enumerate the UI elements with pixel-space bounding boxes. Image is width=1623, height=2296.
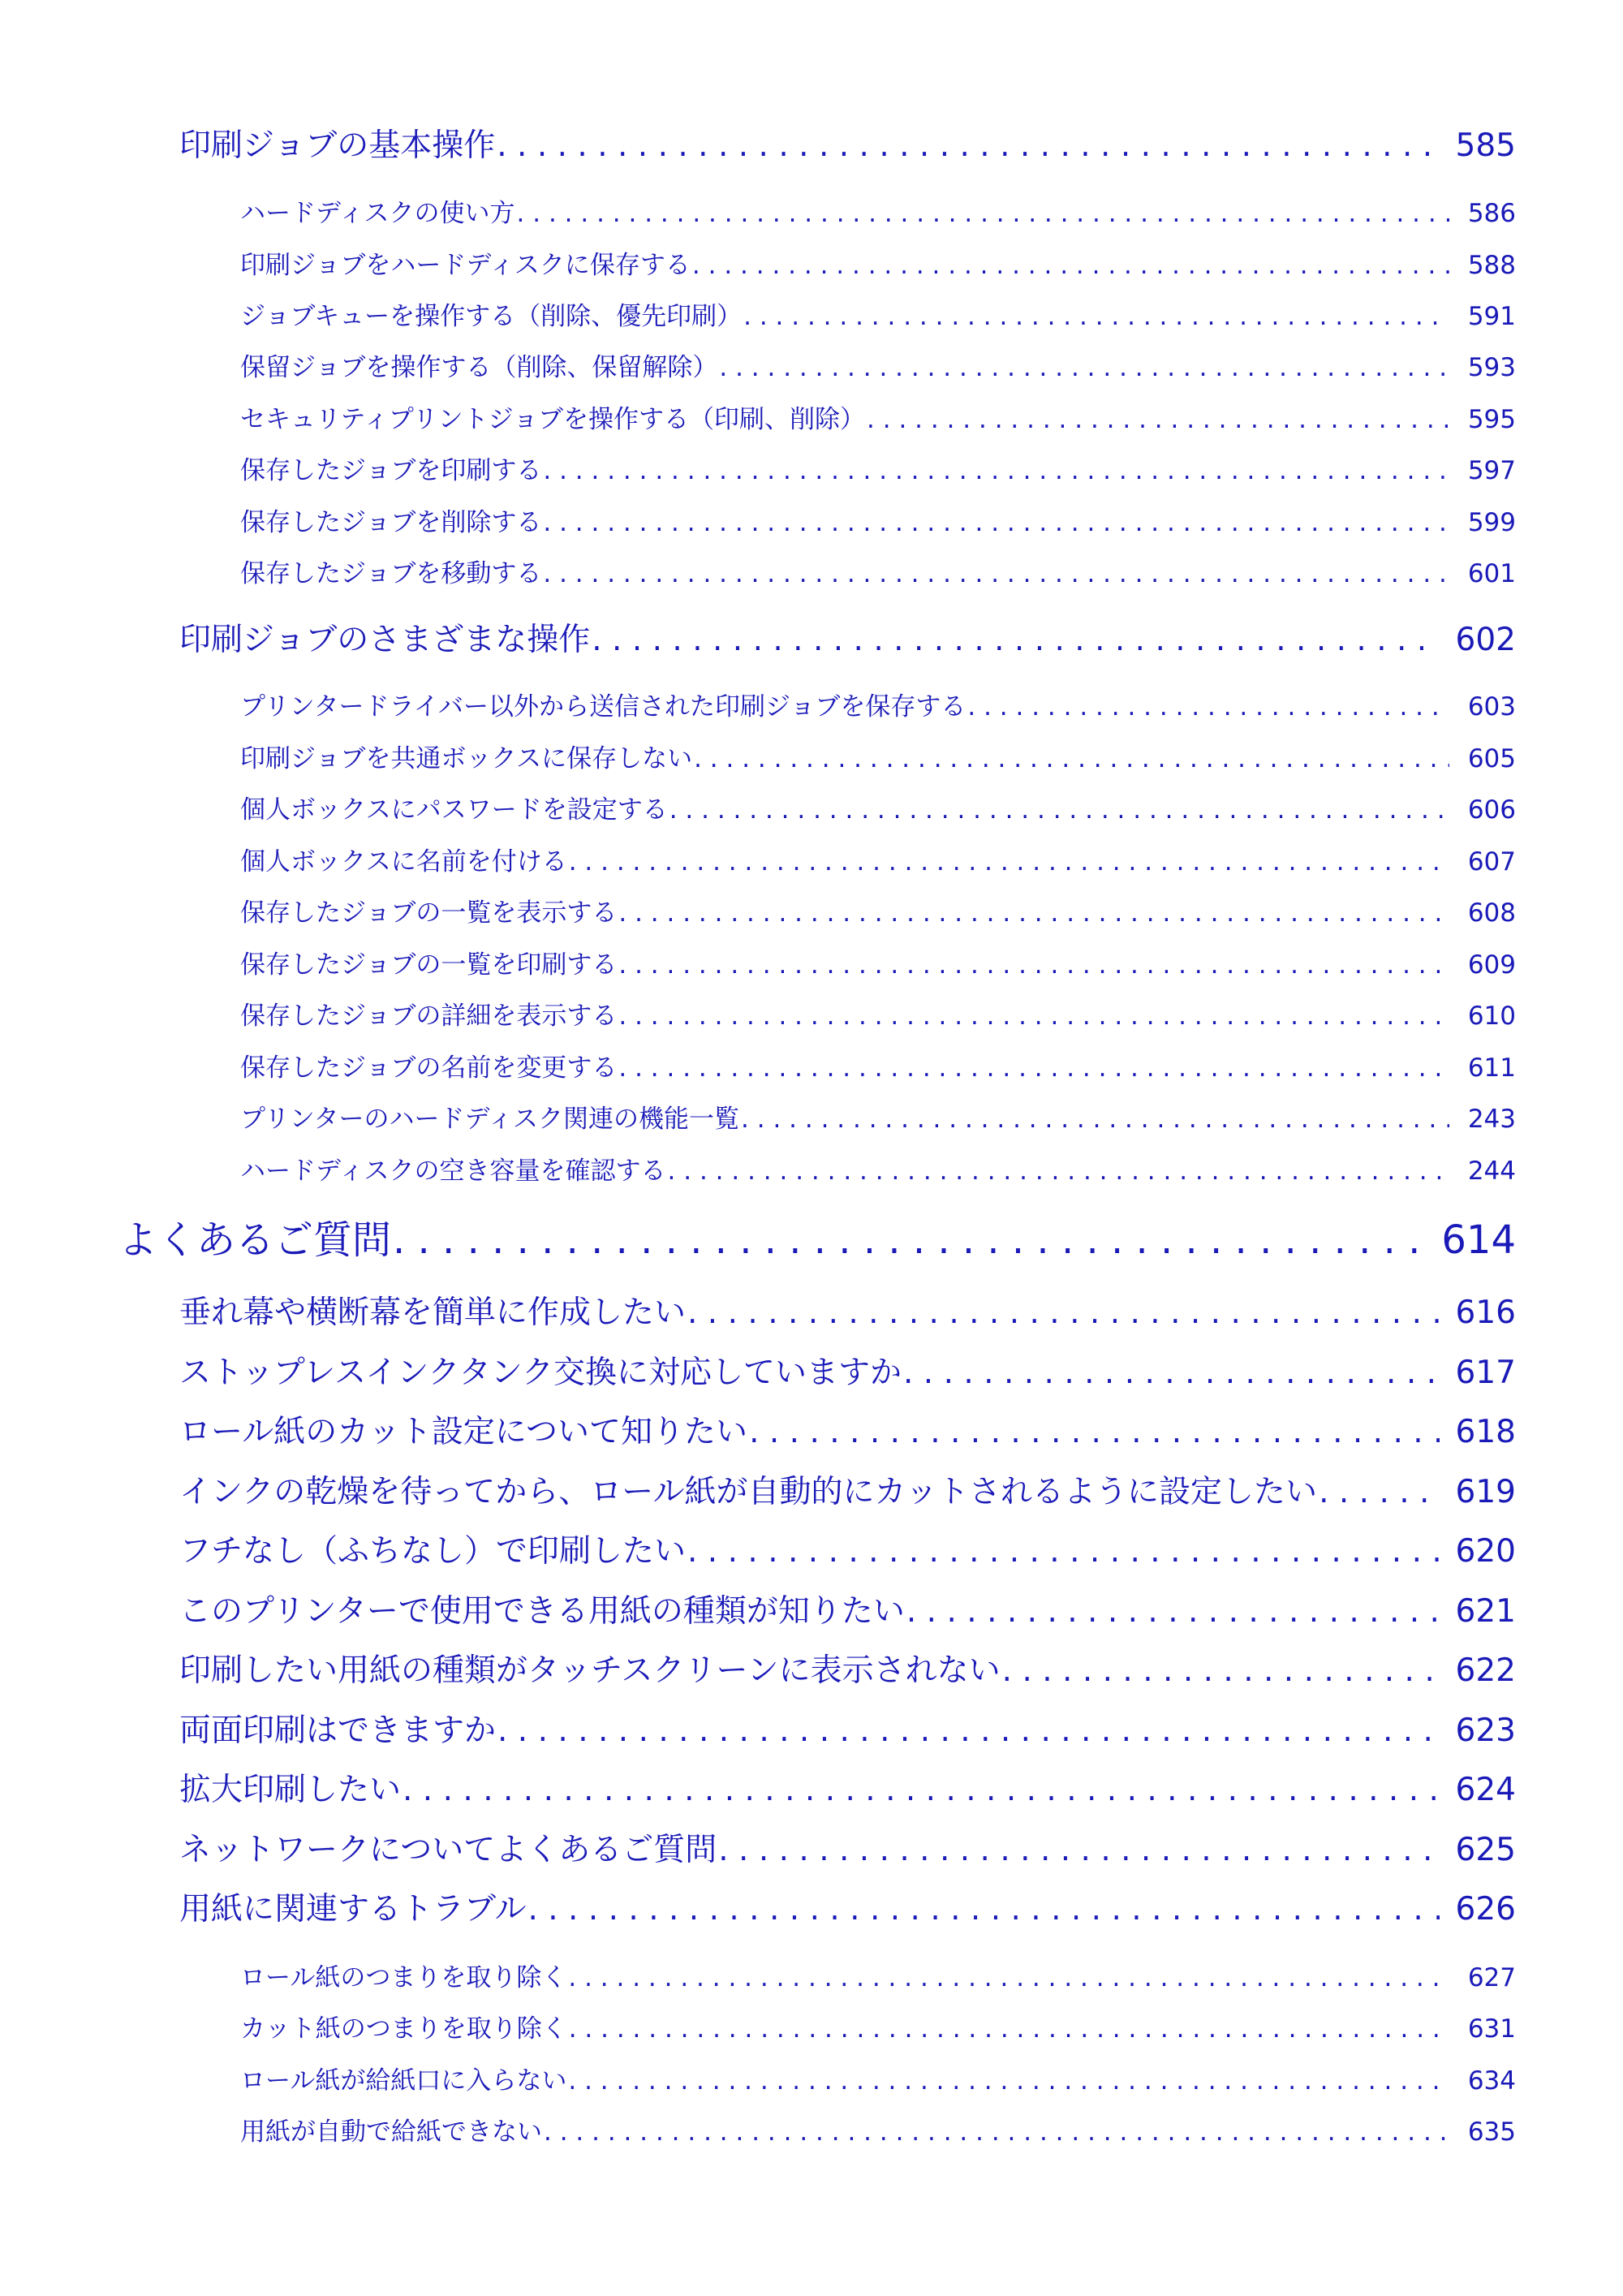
toc-entry-page: 609 xyxy=(1467,950,1516,980)
toc-entry[interactable] xyxy=(179,120,1516,166)
toc-entry-page: 588 xyxy=(1467,251,1516,280)
dot-leader xyxy=(592,622,1440,658)
toc-entry[interactable] xyxy=(240,244,1516,281)
toc-entry[interactable] xyxy=(240,398,1516,435)
toc-entry-title: よくあるご質問 xyxy=(118,1217,392,1263)
dot-leader xyxy=(618,898,1449,928)
toc-entry-title: 印刷ジョブのさまざまな操作 xyxy=(179,622,591,658)
toc-entry[interactable] xyxy=(240,841,1516,877)
toc-entry-page: 625 xyxy=(1455,1832,1516,1868)
toc-entry[interactable] xyxy=(240,686,1516,722)
toc-entry[interactable] xyxy=(240,944,1516,980)
toc-entry-page: 623 xyxy=(1455,1712,1516,1749)
toc-entry-title: 印刷ジョブの基本操作 xyxy=(179,127,496,164)
toc-entry-page: 610 xyxy=(1467,1002,1516,1031)
dot-leader xyxy=(906,1593,1440,1630)
dot-leader xyxy=(867,405,1449,434)
dot-leader xyxy=(568,2066,1449,2096)
toc-entry-title: 保留ジョブを操作する（削除、保留解除） xyxy=(240,353,718,382)
dot-leader xyxy=(749,1414,1440,1450)
dot-leader xyxy=(544,2117,1449,2147)
toc-entry[interactable] xyxy=(179,1764,1516,1810)
toc-entry-title: 保存したジョブの詳細を表示する xyxy=(240,1002,618,1031)
toc-entry-title: プリンターのハードディスク関連の機能一覧 xyxy=(240,1105,740,1134)
toc-entry-title: 保存したジョブの一覧を表示する xyxy=(240,898,618,928)
toc-entry-title: インクの乾燥を待ってから、ロール紙が自動的にカットされるように設定したい xyxy=(179,1474,1318,1510)
dot-leader xyxy=(618,950,1449,980)
toc-entry-title: ロール紙が給紙口に入らない xyxy=(240,2066,567,2096)
toc-entry-page: 603 xyxy=(1467,692,1516,722)
toc-entry-page: 585 xyxy=(1455,127,1516,164)
dot-leader xyxy=(692,251,1449,280)
toc-entry-title: 印刷したい用紙の種類がタッチスクリーンに表示されない xyxy=(179,1652,1001,1689)
toc-entry-page: 616 xyxy=(1455,1294,1516,1331)
toc-entry-page: 635 xyxy=(1467,2117,1516,2147)
toc-entry[interactable] xyxy=(179,1467,1516,1512)
dot-leader xyxy=(543,508,1449,537)
toc-entry[interactable] xyxy=(240,1957,1516,1993)
toc-entry-page: 243 xyxy=(1467,1105,1516,1134)
dot-leader xyxy=(669,795,1449,825)
toc-entry-title: 個人ボックスに名前を付ける xyxy=(240,847,567,877)
toc-entry-title: 拡大印刷したい xyxy=(179,1772,402,1808)
dot-leader xyxy=(618,1053,1449,1083)
dot-leader xyxy=(903,1355,1440,1391)
toc-entry[interactable] xyxy=(240,2060,1516,2096)
toc-entry-title: 保存したジョブを移動する xyxy=(240,559,542,588)
toc-entry[interactable] xyxy=(240,347,1516,383)
dot-leader xyxy=(393,1217,1430,1263)
toc-entry[interactable] xyxy=(179,1705,1516,1751)
toc-entry-title: 両面印刷はできますか xyxy=(179,1712,497,1749)
toc-entry-page: 595 xyxy=(1467,405,1516,434)
toc-entry-page: 244 xyxy=(1467,1157,1516,1186)
toc-entry-title: 印刷ジョブを共通ボックスに保存しない xyxy=(240,744,693,773)
toc-entry[interactable] xyxy=(179,1526,1516,1571)
dot-leader xyxy=(1319,1474,1440,1510)
toc-entry-page: 622 xyxy=(1455,1652,1516,1689)
toc-entry[interactable] xyxy=(179,1645,1516,1691)
dot-leader xyxy=(543,456,1449,485)
toc-entry-title: 保存したジョブを削除する xyxy=(240,508,542,537)
toc-entry-page: 634 xyxy=(1467,2066,1516,2096)
toc-entry[interactable] xyxy=(240,892,1516,928)
toc-entry-title: カット紙のつまりを取り除く xyxy=(240,2014,567,2044)
toc-entry[interactable] xyxy=(240,2111,1516,2147)
dot-leader xyxy=(569,847,1449,877)
dot-leader xyxy=(403,1772,1440,1808)
toc-entry[interactable] xyxy=(240,1047,1516,1083)
dot-leader xyxy=(543,559,1449,588)
toc-entry[interactable] xyxy=(240,502,1516,538)
toc-entry[interactable] xyxy=(179,1884,1516,1929)
toc-entry[interactable] xyxy=(240,738,1516,774)
toc-entry-page: 631 xyxy=(1467,2014,1516,2044)
dot-leader xyxy=(743,302,1449,331)
toc-entry[interactable] xyxy=(240,2008,1516,2044)
toc-entry-page: 626 xyxy=(1455,1891,1516,1928)
toc-entry-title: フチなし（ふちなし）で印刷したい xyxy=(179,1533,687,1570)
toc-entry-page: 611 xyxy=(1467,1053,1516,1083)
dot-leader xyxy=(618,1002,1449,1031)
toc-entry[interactable] xyxy=(240,450,1516,486)
toc-entry-page: 618 xyxy=(1455,1414,1516,1450)
toc-entry-page: 627 xyxy=(1467,1963,1516,1992)
toc-entry-page: 608 xyxy=(1467,898,1516,928)
toc-entry-page: 586 xyxy=(1467,199,1516,228)
dot-leader xyxy=(569,2014,1449,2044)
toc-entry-title: ハードディスクの使い方 xyxy=(240,199,515,228)
toc-entry-title: 用紙が自動で給紙できない xyxy=(240,2117,542,2147)
toc-entry-title: 保存したジョブの一覧を印刷する xyxy=(240,950,618,980)
dot-leader xyxy=(497,127,1440,164)
dot-leader xyxy=(668,1157,1449,1186)
toc-entry-title: 個人ボックスにパスワードを設定する xyxy=(240,795,668,825)
dot-leader xyxy=(741,1105,1449,1134)
toc-entry-title: ジョブキューを操作する（削除、優先印刷） xyxy=(240,302,743,331)
toc-entry-page: 614 xyxy=(1441,1217,1516,1263)
toc-entry-page: 617 xyxy=(1455,1355,1516,1391)
dot-leader xyxy=(497,1712,1440,1749)
toc-entry-title: ロール紙のつまりを取り除く xyxy=(240,1963,567,1992)
toc-entry-title: ロール紙のカット設定について知りたい xyxy=(179,1414,748,1450)
toc-entry[interactable] xyxy=(179,614,1516,660)
toc-entry-title: 印刷ジョブをハードディスクに保存する xyxy=(240,251,691,280)
toc-entry-title: 垂れ幕や横断幕を簡単に作成したい xyxy=(179,1294,687,1331)
toc-entry[interactable] xyxy=(240,995,1516,1032)
toc-entry-page: 602 xyxy=(1455,622,1516,658)
toc-entry-page: 607 xyxy=(1467,847,1516,877)
dot-leader xyxy=(687,1294,1440,1331)
toc-entry-page: 597 xyxy=(1467,456,1516,485)
toc-entry-page: 601 xyxy=(1467,559,1516,588)
toc-entry-title: このプリンターで使用できる用紙の種類が知りたい xyxy=(179,1593,905,1630)
toc-entry[interactable] xyxy=(118,1208,1516,1264)
toc-entry[interactable] xyxy=(179,1287,1516,1333)
toc-entry-page: 599 xyxy=(1467,508,1516,537)
toc-entry[interactable] xyxy=(240,295,1516,332)
toc-entry-title: セキュリティプリントジョブを操作する（印刷、削除） xyxy=(240,405,866,434)
toc-entry-title: 用紙に関連するトラブル xyxy=(179,1891,527,1928)
toc-entry-page: 606 xyxy=(1467,795,1516,825)
dot-leader xyxy=(967,692,1449,722)
toc-entry-title: 保存したジョブの名前を変更する xyxy=(240,1053,618,1083)
toc-entry[interactable] xyxy=(240,553,1516,589)
toc-entry[interactable] xyxy=(240,1150,1516,1187)
toc-entry-title: プリンタードライバー以外から送信された印刷ジョブを保存する xyxy=(240,692,966,722)
toc-entry[interactable] xyxy=(240,192,1516,229)
dot-leader xyxy=(719,353,1449,382)
toc-entry-title: ハードディスクの空き容量を確認する xyxy=(240,1157,666,1186)
toc-entry[interactable] xyxy=(179,1824,1516,1870)
toc-entry-title: ストップレスインクタンク交換に対応していますか xyxy=(179,1355,902,1391)
toc-entry-page: 605 xyxy=(1467,744,1516,773)
toc-entry[interactable] xyxy=(179,1586,1516,1631)
dot-leader xyxy=(694,744,1449,773)
toc-entry[interactable] xyxy=(240,789,1516,825)
toc-entry[interactable] xyxy=(240,1098,1516,1135)
toc-entry-page: 620 xyxy=(1455,1533,1516,1570)
toc-entry-page: 624 xyxy=(1455,1772,1516,1808)
toc-entry-page: 593 xyxy=(1467,353,1516,382)
toc-entry-page: 591 xyxy=(1467,302,1516,331)
toc-entry-title: ネットワークについてよくあるご質問 xyxy=(179,1832,717,1868)
toc-entry-page: 621 xyxy=(1455,1593,1516,1630)
dot-leader xyxy=(1002,1652,1440,1689)
toc-entry-page: 619 xyxy=(1455,1474,1516,1510)
toc-entry-title: 保存したジョブを印刷する xyxy=(240,456,542,485)
dot-leader xyxy=(527,1891,1440,1928)
dot-leader xyxy=(687,1533,1440,1570)
dot-leader xyxy=(718,1832,1440,1868)
toc-entry[interactable] xyxy=(179,1347,1516,1393)
toc-entry[interactable] xyxy=(179,1406,1516,1452)
dot-leader xyxy=(517,199,1449,228)
dot-leader xyxy=(568,1963,1449,1992)
